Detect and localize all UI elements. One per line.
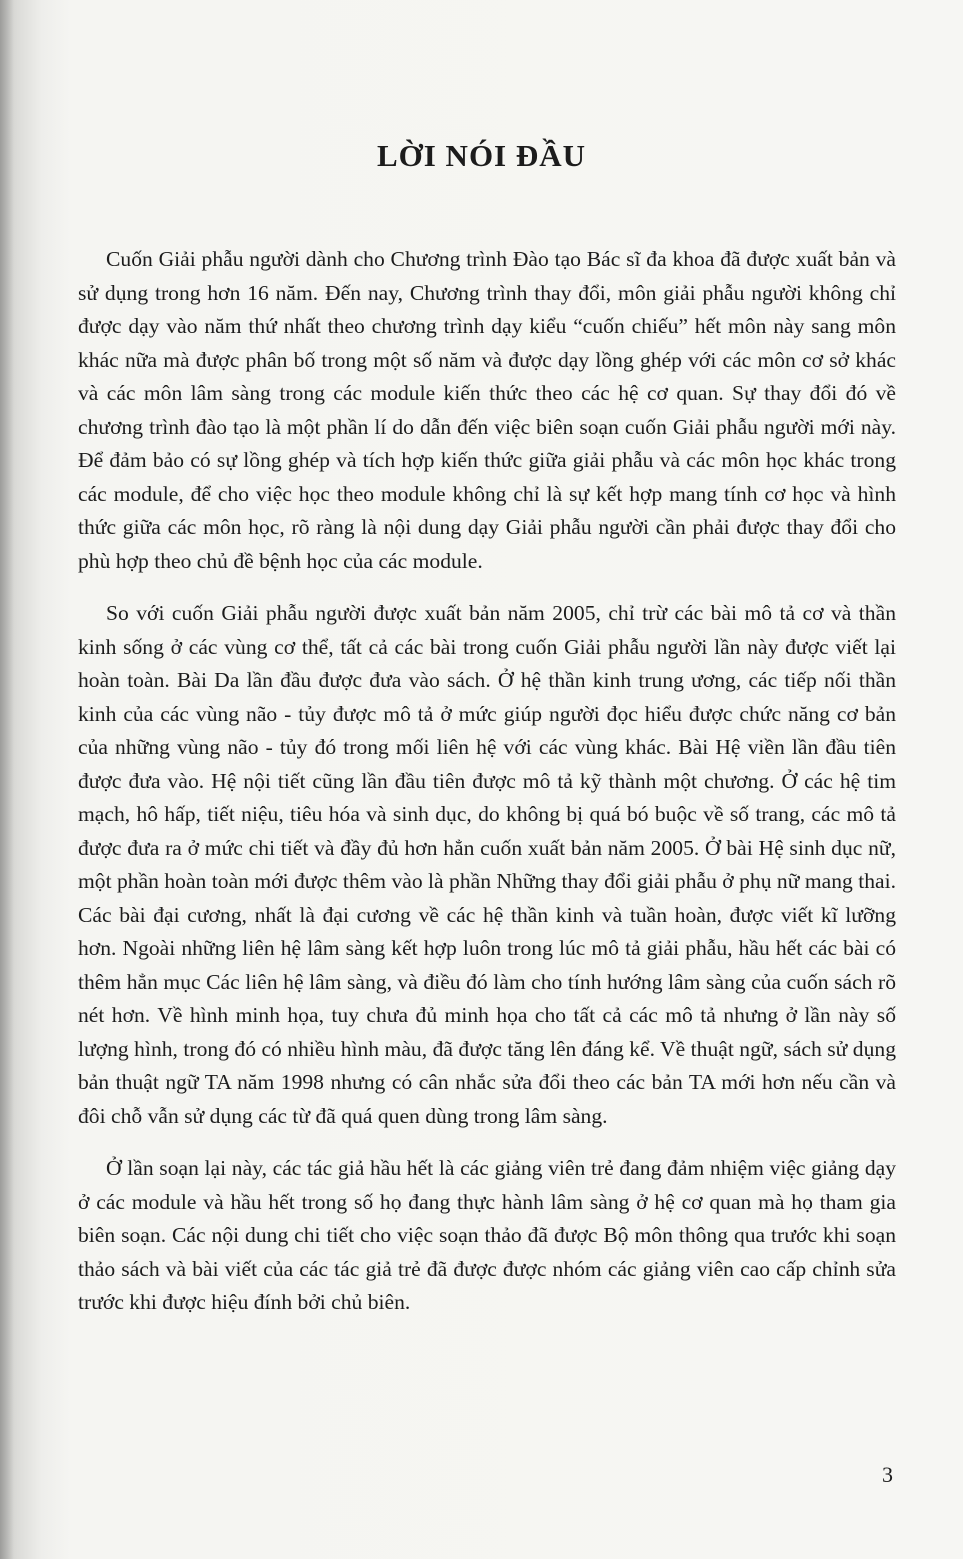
page-title: LỜI NÓI ĐẦU [376,138,587,173]
binding-shadow [0,0,14,1559]
paragraph-3: Ở lần soạn lại này, các tác giả hầu hết là các giảng viên trẻ đang đảm nhiệm việc giảng dạy ở các module và hầu hết trong số họ đang thực hành lâm sàng ở hệ cơ quan mà họ tham gia biên soạn. Các nội dung chi tiết cho việc soạn thảo đã được Bộ môn thông qua trước khi soạn thảo sách và bài viết của các tác giả trẻ đã được được nhóm các giảng viên cao cấp chỉnh sửa trước khi được hiệu đính bởi chủ biên. [78,1156,896,1314]
paragraph-1: Cuốn Giải phẫu người dành cho Chương trình Đào tạo Bác sĩ đa khoa đã được xuất bản và sử dụng trong hơn 16 năm. Đến nay, Chương trình thay đổi, môn giải phẫu người không chỉ được dạy vào năm thứ nhất theo chương trình dạy kiểu “cuốn chiếu” hết môn này sang môn khác nữa mà được phân bố trong một số năm và được dạy lồng ghép với các môn cơ sở khác và các môn lâm sàng trong các module kiến thức theo các hệ cơ quan. Sự thay đổi đó về chương trình đào tạo là một phần lí do dẫn đến việc biên soạn cuốn Giải phẫu người mới này. Để đảm bảo có sự lồng ghép và tích hợp kiến thức giữa giải phẫu và các môn học khác trong các module, để cho việc học theo module không chỉ là sự kết hợp mang tính cơ học và hình thức giữa các môn học, rõ ràng là nội dung dạy Giải phẫu người cần phải được thay đổi cho phù hợp theo chủ đề bệnh học của các module. [78,247,896,573]
page-number: 3 [882,1462,893,1487]
paragraph-2: So với cuốn Giải phẫu người được xuất bản năm 2005, chỉ trừ các bài mô tả cơ và thần kinh sống ở các vùng cơ thể, tất cả các bài trong cuốn Giải phẫu người lần này được viết lại hoàn toàn. Bài Da lần đầu được đưa vào sách. Ở hệ thần kinh trung ương, các tiếp nối thần kinh của các vùng não - tủy được mô tả ở mức giúp người đọc hiểu được chức năng cơ bản của những vùng não - tủy đó trong mối liên hệ với các vùng khác. Bài Hệ viền lần đầu tiên được đưa vào. Hệ nội tiết cũng lần đầu tiên được mô tả kỹ thành một chương. Ở các hệ tim mạch, hô hấp, tiết niệu, tiêu hóa và sinh dục, do không bị quá bó buộc về số trang, các mô tả được đưa ra ở mức chi tiết và đầy đủ hơn hẳn cuốn xuất bản năm 2005. Ở bài Hệ sinh dục nữ, một phần hoàn toàn mới được thêm vào là phần Những thay đổi giải phẫu ở phụ nữ mang thai. Các bài đại cương, nhất là đại cương về các hệ thần kinh và tuần hoàn, được viết kĩ lưỡng hơn. Ngoài những liên hệ lâm sàng kết hợp luôn trong lúc mô tả giải phẫu, hầu hết các bài có thêm hẳn mục Các liên hệ lâm sàng, và điều đó làm cho tính hướng lâm sàng của cuốn sách rõ nét hơn. Về hình minh họa, tuy chưa đủ minh họa cho tất cả các mô tả nhưng ở lần này số lượng hình, trong đó có nhiều hình màu, đã được tăng lên đáng kể. Về thuật ngữ, sách sử dụng bản thuật ngữ TA năm 1998 nhưng có cân nhắc sửa đổi theo các bản TA mới hơn nếu cần và đôi chỗ vẫn sử dụng các từ đã quá quen dùng trong lâm sàng. [78,601,896,1128]
preface-body [78,243,896,1339]
